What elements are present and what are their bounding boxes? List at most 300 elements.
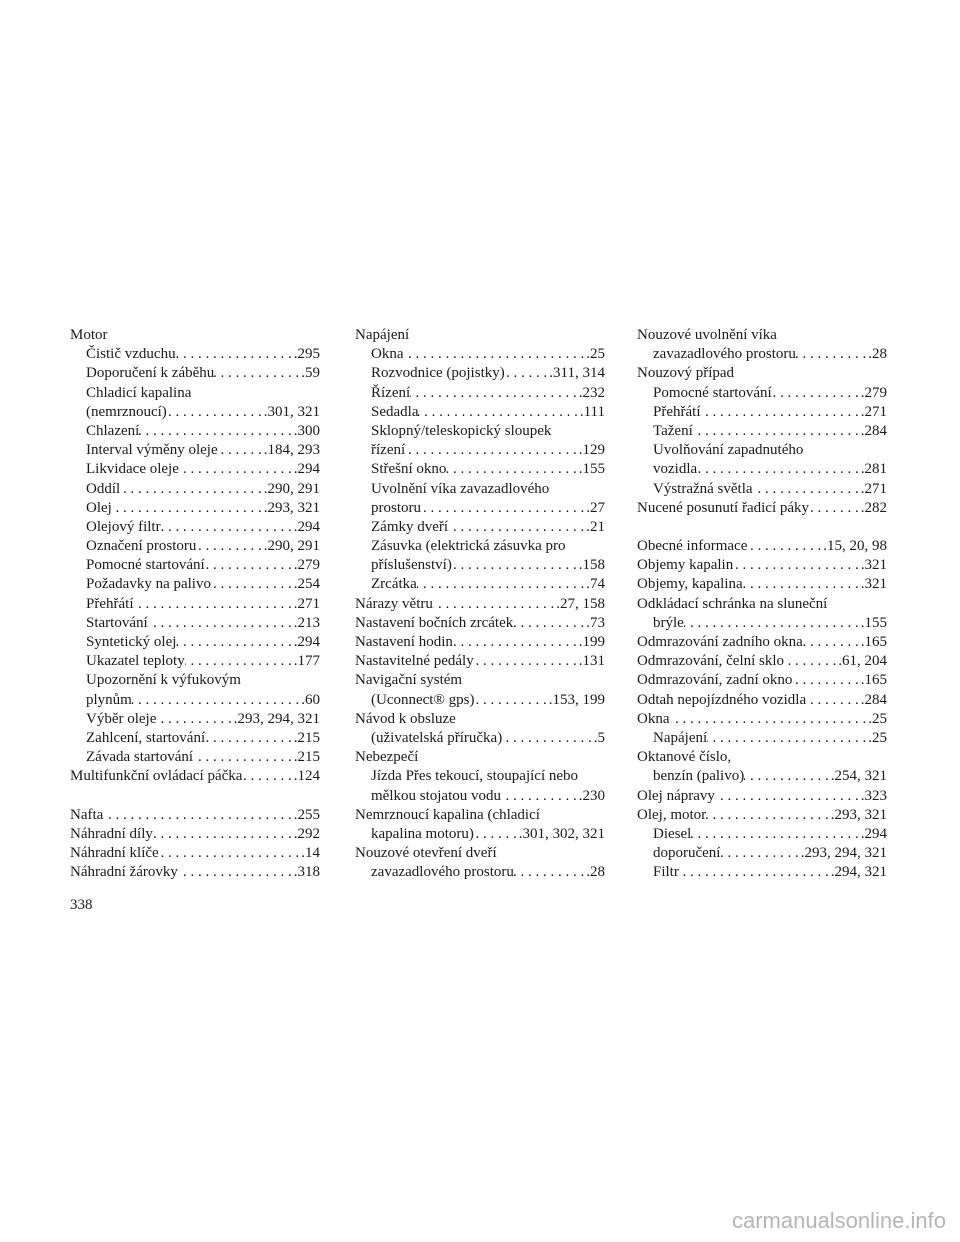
dot-leader [185,652,294,671]
index-entry-pages: .279 [860,384,887,401]
dot-leader [205,729,294,748]
index-entry [70,863,320,882]
index-entry [637,460,887,479]
index-entry-term: Odkládací schránka na sluneční [637,595,828,612]
index-spacer [637,518,887,537]
index-entry-pages: .301, 321 [263,403,320,420]
dot-leader [242,767,293,786]
index-entry-pages: .25 [868,710,887,727]
index-entry [637,767,887,786]
index-entry-pages: .215 [293,749,320,766]
index-entry [637,326,887,345]
index-entry-term: Návod k obsluze [355,710,456,727]
index-entry [355,825,605,844]
index-entry-term: (uživatelská příručka) [371,729,503,746]
dot-leader [156,710,233,729]
dot-leader [733,556,861,575]
index-entry-term: Střešní okno [371,461,447,478]
dot-leader [133,595,293,614]
dot-leader [153,825,294,844]
index-spacer [70,787,320,806]
index-entry-term: Oktanové číslo, [637,749,732,766]
index-entry-term: Uvolňování zapadnutého [653,442,804,459]
index-entry [70,691,320,710]
index-entry [637,556,887,575]
index-entry [355,384,605,403]
dot-leader [679,863,831,882]
dot-leader [691,825,860,844]
index-entry-pages: .213 [293,614,320,631]
index-entry [70,671,320,690]
index-entry-term: Tažení [653,422,693,439]
index-entry-pages: .271 [860,403,887,420]
index-entry [637,787,887,806]
index-entry [637,480,887,499]
index-entry-term: Zámky dveří [371,518,449,535]
index-entry [637,441,887,460]
dot-leader [178,863,294,882]
dot-leader [448,518,586,537]
index-entry-pages: .255 [293,806,320,823]
index-entry-term: Náhradní díly [70,825,153,842]
index-entry-pages: .290, 291 [263,538,320,555]
index-entry-pages: .5 [593,729,605,746]
dot-leader [747,537,823,556]
dot-leader [806,691,861,710]
index-entry-term: zavazadlového prostoru [371,864,514,881]
dot-leader [176,345,294,364]
index-entry [355,575,605,594]
index-entry [637,595,887,614]
index-entry [355,863,605,882]
index-entry [637,844,887,863]
index-entry-term: Nouzový případ [637,365,735,382]
index-entry-pages: .60 [301,691,320,708]
index-entry-pages: .177 [293,653,320,670]
index-entry-term: Přehřátí [653,403,701,420]
index-entry-term: Nucené posunutí řadicí páky [637,499,810,516]
index-entry [355,460,605,479]
index-entry [637,614,887,633]
index-entry-pages: .293, 321 [830,806,887,823]
index-entry-pages: .155 [860,614,887,631]
dot-leader [501,787,579,806]
index-entry-term: Olejový filtr [86,518,161,535]
index-entry-term: Zahlcení, startování [86,729,206,746]
index-entry [637,633,887,652]
index-entry-term: Výstražná světla [653,480,753,497]
dot-leader [693,422,861,441]
index-entry [70,364,320,383]
index-entry-term: Upozornění k výfukovým [86,672,241,689]
index-entry [355,710,605,729]
dot-leader [772,384,861,403]
index-entry [355,326,605,345]
index-entry-pages: .158 [578,557,605,574]
index-entry-pages: .165 [860,672,887,689]
index-entry-pages: .27, 158 [556,595,605,612]
index-entry-pages: .292 [293,825,320,842]
index-entry [70,480,320,499]
index-entry-term: Syntetický olej [86,634,177,650]
index-entry-term: Olej [86,499,112,516]
index-entry-term: (Uconnect® gps) [371,691,475,708]
index-entry-pages: .321 [860,557,887,574]
index-entry [355,422,605,441]
index-entry-term: Nemrznoucí kapalina (chladicí [355,806,540,823]
index-entry [70,575,320,594]
index-entry-pages: .131 [578,653,605,670]
index-entry [637,537,887,556]
page-number: 338 [70,897,93,913]
index-entry [70,326,320,345]
index-entry-term: Zrcátka [371,576,417,593]
dot-leader [417,575,586,594]
dot-leader [148,614,294,633]
index-entry-pages: .321 [860,576,887,593]
index-entry-pages: .73 [586,614,605,631]
index-entry [355,614,605,633]
index-entry [70,710,320,729]
index-entry-term: Nastavitelné pedály [355,653,474,670]
index-entry [637,364,887,383]
index-entry-pages: .294 [293,634,320,650]
index-entry-term: Náhradní klíče [70,845,159,862]
index-entry-pages: .15, 20, 98 [823,538,887,555]
index-entry [355,537,605,556]
index-entry-term: Přehřátí [86,595,134,612]
dot-leader [505,364,550,383]
index-entry-term: Objemy kapalin [637,557,734,574]
index-entry [70,556,320,575]
index-entry [637,671,887,690]
index-entry-pages: .318 [293,864,320,881]
index-entry-pages: .271 [293,595,320,612]
index-entry-term: Náhradní žárovky [70,864,178,881]
index-entry [637,710,887,729]
index-entry-term: Sklopný/teleskopický sloupek [371,422,552,439]
index-entry-term: Chladicí kapalina [86,384,192,401]
index-entry-term: Uvolnění víka zavazadlového [371,480,550,497]
index-entry-term: brýle [653,614,684,631]
dot-leader [514,863,586,882]
dot-leader [410,384,579,403]
index-entry-pages: .230 [578,787,605,804]
index-entry [355,595,605,614]
index-entry-term: Okna [637,710,670,727]
index-entry [355,441,605,460]
dot-leader [706,806,831,825]
index-entry-term: řízení [371,442,406,459]
index-entry-term: Odtah nepojízdného vozidla [637,691,807,708]
dot-leader [214,364,301,383]
dot-leader [159,844,302,863]
index-entry-term: příslušenství) [371,557,452,574]
index-entry-pages: .184, 293 [263,442,320,459]
index-entry-term: Obecné informace [637,538,748,555]
index-entry-pages: .14 [301,845,320,862]
index-entry [355,633,605,652]
index-entry [70,460,320,479]
index-entry [70,767,320,786]
index-entry [70,844,320,863]
index-entry [70,518,320,537]
index-entry [355,403,605,422]
index-entry [70,806,320,825]
dot-leader [433,595,556,614]
index-entry [637,691,887,710]
dot-leader [161,518,294,537]
index-entry [355,767,605,786]
index-entry-term: Zásuvka (elektrická zásuvka pro [371,538,566,555]
dot-leader [707,729,868,748]
index-entry-pages: .284 [860,422,887,439]
dot-leader [139,422,293,441]
index-entry-term: prostoru [371,499,421,516]
index-entry-term: Nárazy větru [355,595,433,612]
index-entry-term: Napájení [355,327,410,343]
index-entry-term: doporučení [653,845,721,862]
index-entry-term: Olej nápravy [637,787,715,804]
index-entry [637,863,887,882]
index-entry-pages: .232 [578,384,605,401]
dot-leader [803,633,861,652]
dot-leader [167,403,264,422]
watermark: carmanualsonline.info [731,1208,946,1233]
index-entry [70,499,320,518]
index-entry-term: Filtr [653,864,679,881]
dot-leader [809,499,861,518]
index-entry-pages: .254, 321 [830,768,887,785]
index-entry-term: Rozvodnice (pojistky) [371,365,505,382]
dot-leader [474,691,548,710]
index-entry-pages: .282 [860,499,887,516]
dot-leader [405,441,579,460]
index-entry-term: Olej, motor [637,806,707,823]
index-entry-pages: .61, 204 [838,653,887,670]
index-entry-term: Objemy, kapalina [637,576,743,593]
index-entry-term: Likvidace oleje [86,461,179,478]
dot-leader [502,729,594,748]
index-entry [70,652,320,671]
index-entry-pages: .165 [860,634,887,650]
index-entry-pages: .254 [293,576,320,593]
dot-leader [446,460,578,479]
index-entry-pages: .290, 291 [263,480,320,497]
index-entry [637,384,887,403]
index-entry-pages: .25 [868,729,887,746]
index-entry-term: Čistič vzduchu [86,346,176,363]
index-entry [637,575,887,594]
index-entry-term: Nafta [70,806,104,823]
index-entry-pages: .271 [860,480,887,497]
index-entry [70,345,320,364]
index-entry-term: Nastavení bočních zrcátek [355,614,514,631]
index-entry [70,403,320,422]
index-entry-pages: .293, 321 [263,499,320,516]
index-entry [637,422,887,441]
dot-leader [103,806,293,825]
dot-leader [193,748,294,767]
dot-leader [670,710,869,729]
dot-leader [720,844,800,863]
index-entry [70,422,320,441]
dot-leader [744,767,831,786]
index-entry [637,729,887,748]
index-entry-term: zavazadlového prostoru [653,346,796,363]
dot-leader [792,671,860,690]
index-entry-term: Pomocné startování [653,384,772,401]
dot-leader [700,403,860,422]
dot-leader [784,652,838,671]
index-entry [355,480,605,499]
index-entry-pages: .311, 314 [549,365,605,382]
dot-leader [205,556,294,575]
index-entry [637,499,887,518]
dot-leader [684,614,861,633]
index-entry-term: Nastavení hodin [355,634,453,650]
index-entry [70,729,320,748]
index-entry-term: Navigační systém [355,672,463,689]
index-entry [70,633,320,652]
index-entry-term: Okna [371,346,404,363]
index-entry-term: Multifunkční ovládací páčka [70,768,243,785]
index-entry-pages: .294 [293,461,320,478]
dot-leader [715,787,861,806]
index-entry-term: Požadavky na palivo [86,576,211,593]
index-entry-pages: .27 [586,499,605,516]
index-entry-term: Nebezpečí [355,749,419,766]
index-entry-pages: .59 [301,365,320,382]
index-entry [355,748,605,767]
index-column-3 [637,326,887,882]
index-entry-term: Odmrazování zadního okna [637,634,803,650]
index-entry [355,345,605,364]
index-entry [70,825,320,844]
index-entry [355,729,605,748]
index-entry-term: Motor [70,327,108,343]
index-entry-pages: .28 [868,346,887,363]
index-entry [70,614,320,633]
index-entry-pages: .279 [293,557,320,574]
index-entry-term: Napájení [653,729,708,746]
index-entry-pages: .294 [860,825,887,842]
dot-leader [513,614,586,633]
index-entry [355,671,605,690]
dot-leader [112,499,264,518]
index-entry-term: Pomocné startování [86,557,205,574]
index-entry-term: (nemrznoucí) [86,403,167,420]
index-entry [355,691,605,710]
index-entry-term: Výběr oleje [86,710,157,727]
index-entry [70,384,320,403]
dot-leader [196,537,263,556]
index-entry-pages: .153, 199 [548,691,605,708]
index-entry-pages: .199 [578,634,605,650]
index-entry-term: benzín (palivo) [653,768,745,785]
index-entry [70,595,320,614]
dot-leader [453,633,579,652]
index-entry-pages: .111 [579,403,605,420]
index-entry-term: vozidla [653,461,698,478]
index-entry-pages: .294 [293,518,320,535]
index-entry-term: mělkou stojatou vodu [371,787,501,804]
index-entry-term: Interval výměny oleje [86,442,218,459]
dot-leader [474,825,519,844]
index-entry-term: kapalina motoru) [371,825,474,842]
index-entry [637,345,887,364]
index-entry-pages: .25 [586,346,605,363]
index-entry-pages: .294, 321 [830,864,887,881]
dot-leader [404,345,587,364]
index-entry-term: Závada startování [86,749,194,766]
dot-leader [211,575,294,594]
index-entry-term: Řízení [371,384,411,401]
index-entry-pages: .323 [860,787,887,804]
index-entry-term: Chlazení [86,422,140,439]
dot-leader [753,480,861,499]
index-entry [355,844,605,863]
index-entry-term: Diesel [653,825,692,842]
index-entry [355,652,605,671]
index-entry-term: Startování [86,614,148,631]
index-entry-pages: .155 [578,461,605,478]
index-entry-pages: .300 [293,422,320,439]
index-entry-term: Jízda Přes tekoucí, stoupající nebo [371,768,579,785]
index-entry-term: Označení prostoru [86,538,197,555]
index-entry [355,364,605,383]
dot-leader [452,556,579,575]
dot-leader [474,652,579,671]
index-entry [637,652,887,671]
index-column-1 [70,326,320,882]
index-entry [637,748,887,767]
dot-leader [218,441,264,460]
dot-leader [421,499,586,518]
index-entry-pages: .28 [586,864,605,881]
index-entry [355,806,605,825]
dot-leader [176,633,293,652]
dot-leader [179,460,294,479]
dot-leader [743,575,861,594]
index-entry-term: Sedadla [371,403,419,420]
dot-leader [697,460,861,479]
index-entry-pages: .74 [586,576,605,593]
index-entry-term: Nouzové otevření dveří [355,845,497,862]
index-entry-pages: .301, 302, 321 [518,825,605,842]
index-entry [637,825,887,844]
dot-leader [120,480,264,499]
index-entry-pages: .281 [860,461,887,478]
index-entry-term: Doporučení k záběhu [86,365,215,382]
index-entry-pages: .215 [293,729,320,746]
index-entry [70,748,320,767]
index-entry-pages: .284 [860,691,887,708]
index-entry-pages: .129 [578,442,605,459]
index-entry [355,556,605,575]
index-entry [637,403,887,422]
index-entry [355,518,605,537]
index-entry [637,806,887,825]
index-column-2 [355,326,605,882]
index-entry [355,499,605,518]
index-entry-term: Odmrazování, zadní okno [637,672,793,689]
index-entry-pages: .21 [586,518,605,535]
dot-leader [132,691,301,710]
index-entry-term: plynům [86,691,132,708]
index-entry [355,787,605,806]
index-entry-term: Oddíl [86,480,121,497]
